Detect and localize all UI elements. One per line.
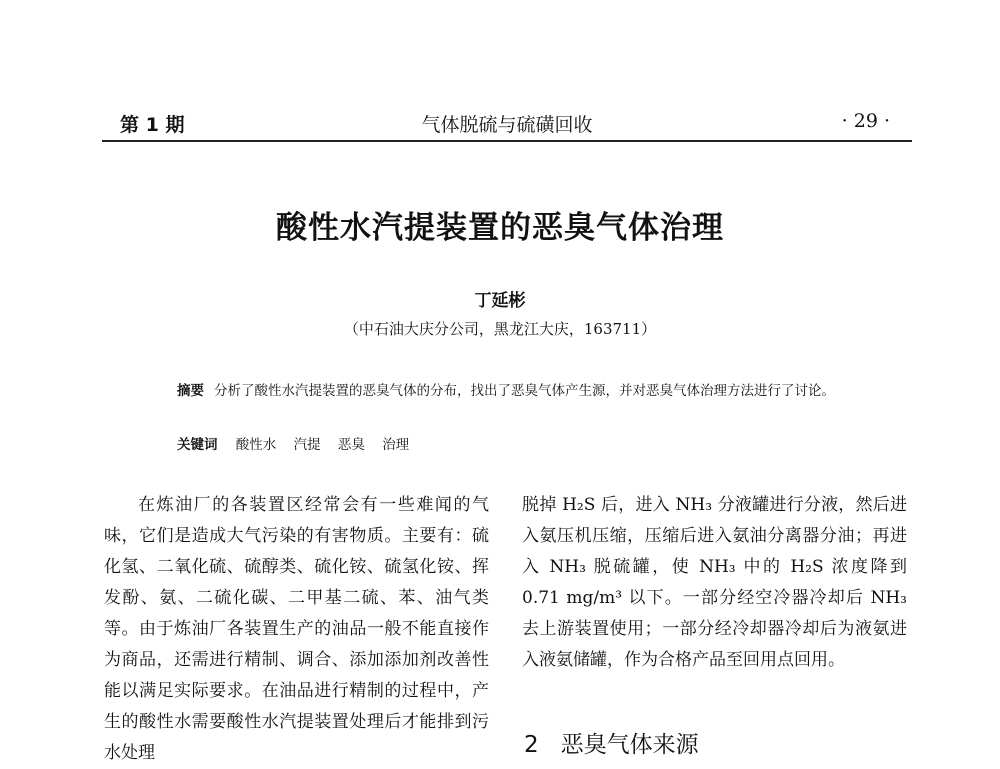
keywords bbox=[177, 433, 422, 453]
keyword: 汽提 bbox=[293, 437, 321, 453]
body-left-column: 在炼油厂的各装置区经常会有一些难闻的气味，它们是造成大气污染的有害物质。主要有：硫化氢、二氧化硫、硫醇类、硫化铵、硫氢化铵、挥发酚、氨、二硫化碳、二甲基二硫、苯、油气类等。由于炼油厂各装置生产的油品一般不能直接作为商品，还需进行精制、调合、添加添加剂改善性能以满足实际要求。在油品进行精制的过程中，产生的酸性水需要酸性水汽提装置处理后才能排到污水处理 bbox=[104, 495, 489, 763]
running-header bbox=[102, 104, 912, 142]
journal-name: 气体脱硫与硫磺回收 bbox=[421, 114, 593, 136]
author-name: 丁延彬 bbox=[474, 291, 526, 311]
abstract-text: 分析了酸性水汽提装置的恶臭气体的分布，找出了恶臭气体产生源，并对恶臭气体治理方法进行了讨论。 bbox=[214, 383, 835, 399]
author-affiliation: （中石油大庆分公司，黑龙江大庆，163711） bbox=[343, 320, 657, 338]
abstract bbox=[140, 378, 875, 405]
section-title: 恶臭气体来源 bbox=[560, 732, 699, 758]
keyword: 治理 bbox=[382, 437, 410, 453]
section-number: 2 bbox=[524, 732, 539, 758]
section-heading bbox=[524, 726, 699, 759]
abstract-label: 摘要 bbox=[177, 383, 204, 399]
body-right-column: 脱掉 H₂S 后，进入 NH₃ 分液罐进行分液，然后进入氨压机压缩，压缩后进入氨油分离器分油；再进入 NH₃ 脱硫罐，使 NH₃ 中的 H₂S 浓度降到 0.71 mg/m³ 以下。一部分经空冷器冷却后 NH₃ 去上游装置使用；一部分经冷却器冷却后为液氨进入液氨储罐，作为合格产品至回用点回用。 bbox=[522, 495, 907, 670]
article-title: 酸性水汽提装置的恶臭气体治理 bbox=[276, 210, 724, 246]
page-number: · 29 · bbox=[841, 110, 890, 132]
keyword: 酸性水 bbox=[235, 437, 277, 453]
issue-number: 第 1 期 bbox=[120, 114, 185, 136]
keyword: 恶臭 bbox=[337, 437, 365, 453]
keywords-label: 关键词 bbox=[177, 437, 218, 453]
